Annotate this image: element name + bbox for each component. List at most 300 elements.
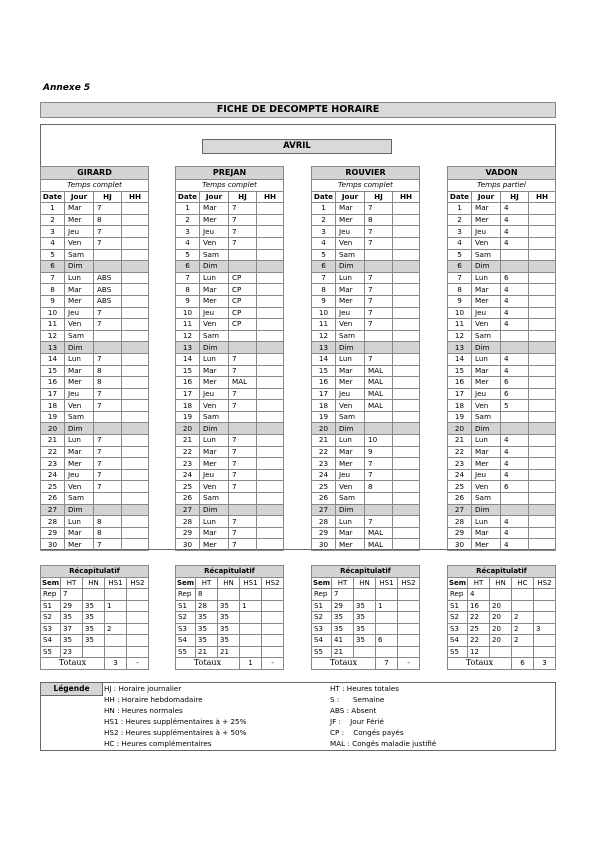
recap-totals-label: Totaux xyxy=(312,658,376,670)
day-row xyxy=(176,446,284,458)
date-cell: 5 xyxy=(448,249,472,261)
recap-row xyxy=(41,612,149,624)
day-row xyxy=(448,435,556,447)
day-cell: Dim xyxy=(65,342,94,354)
day-cell: Ven xyxy=(336,237,365,249)
day-cell: Mar xyxy=(472,284,501,296)
recap-cell xyxy=(83,646,105,658)
hh-cell xyxy=(257,423,284,435)
hj-cell xyxy=(94,342,122,354)
date-cell: 2 xyxy=(312,214,336,226)
day-row xyxy=(176,458,284,470)
recap-cell: 6 xyxy=(376,635,398,647)
legend-item: HN : Heures normales xyxy=(104,706,183,715)
hj-cell: 8 xyxy=(365,214,393,226)
recap-cell xyxy=(512,589,534,601)
recap-header: HN xyxy=(354,577,376,589)
day-cell: Mer xyxy=(472,539,501,551)
hh-cell xyxy=(257,214,284,226)
date-cell: 6 xyxy=(41,261,65,273)
hj-cell xyxy=(501,249,529,261)
date-cell: 21 xyxy=(176,435,200,447)
hj-cell xyxy=(229,411,257,423)
recap-row xyxy=(312,635,420,647)
day-cell: Lun xyxy=(472,353,501,365)
date-cell: 20 xyxy=(176,423,200,435)
recap-cell: S2 xyxy=(312,612,332,624)
date-cell: 29 xyxy=(448,527,472,539)
date-cell: 28 xyxy=(312,516,336,528)
hh-cell xyxy=(393,249,420,261)
day-row xyxy=(41,272,149,284)
recap-header: HN xyxy=(490,577,512,589)
day-row xyxy=(41,388,149,400)
recap-cell: 28 xyxy=(196,600,218,612)
date-cell: 1 xyxy=(41,203,65,215)
recap-cell xyxy=(534,589,556,601)
day-row xyxy=(312,411,420,423)
recap-title: Récapitulatif xyxy=(176,566,284,578)
day-row xyxy=(176,388,284,400)
hh-cell xyxy=(529,377,556,389)
date-cell: 2 xyxy=(176,214,200,226)
date-cell: 12 xyxy=(312,330,336,342)
hh-cell xyxy=(393,446,420,458)
date-cell: 3 xyxy=(176,226,200,238)
day-row xyxy=(312,446,420,458)
hj-cell: 7 xyxy=(365,307,393,319)
hh-cell xyxy=(529,388,556,400)
hh-cell xyxy=(122,330,149,342)
date-cell: 9 xyxy=(41,295,65,307)
day-cell: Jeu xyxy=(200,388,229,400)
hj-cell: 4 xyxy=(501,295,529,307)
day-row xyxy=(41,504,149,516)
recap-cell: 20 xyxy=(490,635,512,647)
hj-cell: MAL xyxy=(365,539,393,551)
date-cell: 1 xyxy=(448,203,472,215)
recap-row xyxy=(312,600,420,612)
legend-title: Légende xyxy=(40,682,103,696)
recap-cell: 35 xyxy=(196,623,218,635)
hh-cell xyxy=(529,423,556,435)
date-cell: 26 xyxy=(312,493,336,505)
date-cell: 29 xyxy=(176,527,200,539)
day-row xyxy=(41,377,149,389)
recap-cell: 20 xyxy=(490,612,512,624)
hh-cell xyxy=(122,377,149,389)
recap-cell xyxy=(354,589,376,601)
recap-cell: S4 xyxy=(41,635,61,647)
recap-cell: 1 xyxy=(376,600,398,612)
date-cell: 10 xyxy=(312,307,336,319)
recap-cell: S2 xyxy=(41,612,61,624)
date-cell: 15 xyxy=(41,365,65,377)
hh-cell xyxy=(122,284,149,296)
hj-cell: 7 xyxy=(94,353,122,365)
recap-row xyxy=(448,612,556,624)
hj-cell xyxy=(94,330,122,342)
day-cell: Mar xyxy=(472,203,501,215)
recap-cell xyxy=(376,623,398,635)
day-row xyxy=(448,493,556,505)
recap-cell xyxy=(398,589,420,601)
recap-cell: Rep xyxy=(176,589,196,601)
recap-row xyxy=(448,589,556,601)
day-row xyxy=(312,272,420,284)
day-row xyxy=(448,284,556,296)
day-row xyxy=(176,377,284,389)
hj-cell: 6 xyxy=(501,377,529,389)
hj-cell: CP xyxy=(229,295,257,307)
recap-row xyxy=(176,612,284,624)
recap-cell: S3 xyxy=(448,623,468,635)
hh-cell xyxy=(393,307,420,319)
recap-cell: 29 xyxy=(61,600,83,612)
column-header-hj: HJ xyxy=(501,191,529,203)
date-cell: 8 xyxy=(448,284,472,296)
hj-cell: 4 xyxy=(501,203,529,215)
hj-cell: 7 xyxy=(94,203,122,215)
recap-cell: 35 xyxy=(218,600,240,612)
date-cell: 13 xyxy=(176,342,200,354)
hh-cell xyxy=(529,446,556,458)
day-cell: Mer xyxy=(200,377,229,389)
recap-cell: 4 xyxy=(468,589,490,601)
column-header-hj: HJ xyxy=(365,191,393,203)
date-cell: 29 xyxy=(41,527,65,539)
recap-cell xyxy=(376,589,398,601)
hh-cell xyxy=(393,516,420,528)
day-cell: Mar xyxy=(65,527,94,539)
hh-cell xyxy=(257,226,284,238)
recap-header: HS1 xyxy=(240,577,262,589)
recap-totals-label: Totaux xyxy=(176,658,240,670)
recap-total-value: 7 xyxy=(376,658,398,670)
hh-cell xyxy=(393,435,420,447)
day-row xyxy=(41,284,149,296)
day-cell: Mer xyxy=(200,214,229,226)
day-cell: Lun xyxy=(200,353,229,365)
annex-label: Annexe 5 xyxy=(43,83,91,93)
day-row xyxy=(312,249,420,261)
hh-cell xyxy=(393,272,420,284)
date-cell: 30 xyxy=(448,539,472,551)
recap-row xyxy=(312,646,420,658)
day-row xyxy=(312,342,420,354)
recap-cell: 29 xyxy=(332,600,354,612)
hh-cell xyxy=(122,539,149,551)
hj-cell: 7 xyxy=(229,214,257,226)
recap-header: Sem xyxy=(448,578,467,587)
hj-cell: 8 xyxy=(94,527,122,539)
day-row xyxy=(448,423,556,435)
day-cell: Mer xyxy=(336,458,365,470)
day-cell: Mer xyxy=(200,539,229,551)
hj-cell: 4 xyxy=(501,319,529,331)
hh-cell xyxy=(257,388,284,400)
day-cell: Mer xyxy=(200,458,229,470)
recap-cell: 23 xyxy=(61,646,83,658)
day-cell: Mar xyxy=(65,365,94,377)
day-row xyxy=(41,342,149,354)
date-cell: 11 xyxy=(448,319,472,331)
recap-header: HS2 xyxy=(127,577,149,589)
hj-cell: 7 xyxy=(365,353,393,365)
hh-cell xyxy=(122,446,149,458)
day-row xyxy=(41,458,149,470)
employee-name: PREJAN xyxy=(176,167,284,180)
day-cell: Sam xyxy=(65,493,94,505)
day-cell: Lun xyxy=(472,516,501,528)
recap-cell: 12 xyxy=(468,646,490,658)
day-cell: Dim xyxy=(472,423,501,435)
hh-cell xyxy=(529,226,556,238)
day-cell: Dim xyxy=(200,342,229,354)
day-row xyxy=(448,307,556,319)
day-row xyxy=(41,423,149,435)
day-cell: Sam xyxy=(472,411,501,423)
day-row xyxy=(312,284,420,296)
day-cell: Sam xyxy=(472,493,501,505)
recap-cell xyxy=(240,623,262,635)
recap-total-value: 6 xyxy=(512,658,534,670)
recap-cell: S5 xyxy=(176,646,196,658)
day-row xyxy=(312,226,420,238)
recap-cell: S4 xyxy=(176,635,196,647)
day-cell: Dim xyxy=(472,342,501,354)
day-row xyxy=(448,319,556,331)
recap-cell xyxy=(105,589,127,601)
date-cell: 17 xyxy=(176,388,200,400)
day-cell: Mer xyxy=(65,214,94,226)
employee-table xyxy=(311,166,420,551)
day-cell: Ven xyxy=(336,400,365,412)
hh-cell xyxy=(529,527,556,539)
hj-cell xyxy=(501,423,529,435)
date-cell: 23 xyxy=(176,458,200,470)
day-cell: Mer xyxy=(65,377,94,389)
hh-cell xyxy=(393,411,420,423)
date-cell: 30 xyxy=(312,539,336,551)
column-header-date: Date xyxy=(448,191,472,203)
day-cell: Mer xyxy=(200,295,229,307)
recap-cell: 3 xyxy=(534,623,556,635)
recap-cell: 35 xyxy=(83,635,105,647)
recap-cell xyxy=(240,635,262,647)
hj-cell: 4 xyxy=(501,307,529,319)
day-cell: Sam xyxy=(472,330,501,342)
hh-cell xyxy=(122,353,149,365)
column-header-jour: Jour xyxy=(200,191,229,203)
day-cell: Mar xyxy=(336,527,365,539)
recap-cell: 35 xyxy=(354,635,376,647)
recap-cell xyxy=(105,646,127,658)
hh-cell xyxy=(529,272,556,284)
day-row xyxy=(176,411,284,423)
recap-cell xyxy=(262,646,284,658)
recap-cell: 20 xyxy=(490,600,512,612)
day-cell: Ven xyxy=(200,481,229,493)
day-row xyxy=(312,481,420,493)
date-cell: 5 xyxy=(176,249,200,261)
hh-cell xyxy=(257,319,284,331)
hj-cell xyxy=(229,423,257,435)
hh-cell xyxy=(257,203,284,215)
day-row xyxy=(448,261,556,273)
recap-header: HC xyxy=(512,577,534,589)
hh-cell xyxy=(122,261,149,273)
date-cell: 3 xyxy=(312,226,336,238)
date-cell: 18 xyxy=(176,400,200,412)
hj-cell: 7 xyxy=(229,539,257,551)
day-cell: Sam xyxy=(336,411,365,423)
day-row xyxy=(41,261,149,273)
recap-cell xyxy=(127,635,149,647)
column-header-hh: HH xyxy=(393,191,420,203)
day-cell: Ven xyxy=(65,400,94,412)
date-cell: 7 xyxy=(176,272,200,284)
hh-cell xyxy=(393,203,420,215)
date-cell: 21 xyxy=(41,435,65,447)
date-cell: 25 xyxy=(312,481,336,493)
recap-cell: S1 xyxy=(176,600,196,612)
hj-cell: 7 xyxy=(229,388,257,400)
hh-cell xyxy=(529,400,556,412)
day-cell: Ven xyxy=(65,481,94,493)
day-cell: Lun xyxy=(200,272,229,284)
day-cell: Ven xyxy=(200,400,229,412)
recap-cell xyxy=(262,635,284,647)
recap-row xyxy=(448,646,556,658)
day-row xyxy=(448,458,556,470)
hj-cell xyxy=(365,261,393,273)
day-row xyxy=(448,342,556,354)
hj-cell: 7 xyxy=(229,527,257,539)
recap-cell: 2 xyxy=(512,635,534,647)
date-cell: 13 xyxy=(41,342,65,354)
hj-cell: ABS xyxy=(94,284,122,296)
day-cell: Dim xyxy=(336,261,365,273)
recap-header: HS2 xyxy=(262,577,284,589)
recap-cell: 41 xyxy=(332,635,354,647)
day-row xyxy=(41,226,149,238)
column-header-date: Date xyxy=(176,191,200,203)
hh-cell xyxy=(529,295,556,307)
recap-cell xyxy=(240,646,262,658)
day-cell: Sam xyxy=(336,330,365,342)
hj-cell xyxy=(365,342,393,354)
day-row xyxy=(312,261,420,273)
hh-cell xyxy=(529,342,556,354)
day-row xyxy=(176,261,284,273)
recap-title: Récapitulatif xyxy=(448,566,556,578)
hj-cell: 4 xyxy=(501,237,529,249)
hj-cell xyxy=(501,261,529,273)
hh-cell xyxy=(257,284,284,296)
hh-cell xyxy=(257,377,284,389)
date-cell: 2 xyxy=(41,214,65,226)
day-row xyxy=(448,539,556,551)
day-cell: Mer xyxy=(472,458,501,470)
recap-cell: 35 xyxy=(83,600,105,612)
hh-cell xyxy=(529,504,556,516)
recap-cell xyxy=(127,612,149,624)
date-cell: 8 xyxy=(176,284,200,296)
date-cell: 14 xyxy=(41,353,65,365)
date-cell: 28 xyxy=(448,516,472,528)
date-cell: 26 xyxy=(176,493,200,505)
date-cell: 27 xyxy=(41,504,65,516)
hh-cell xyxy=(529,307,556,319)
day-row xyxy=(448,214,556,226)
hh-cell xyxy=(257,342,284,354)
day-row xyxy=(176,307,284,319)
recap-cell xyxy=(218,589,240,601)
date-cell: 26 xyxy=(41,493,65,505)
day-row xyxy=(41,411,149,423)
day-row xyxy=(312,377,420,389)
hj-cell: 7 xyxy=(94,481,122,493)
day-row xyxy=(448,330,556,342)
recap-cell xyxy=(512,646,534,658)
hj-cell: MAL xyxy=(365,388,393,400)
hh-cell xyxy=(529,435,556,447)
hj-cell: 8 xyxy=(94,516,122,528)
day-row xyxy=(312,353,420,365)
day-row xyxy=(448,481,556,493)
hh-cell xyxy=(122,307,149,319)
recap-cell: 8 xyxy=(196,589,218,601)
date-cell: 9 xyxy=(448,295,472,307)
legend-item: HS1 : Heures supplémentaires à + 25% xyxy=(104,717,247,726)
date-cell: 14 xyxy=(448,353,472,365)
date-cell: 25 xyxy=(41,481,65,493)
recap-cell: 35 xyxy=(61,635,83,647)
recap-row xyxy=(448,635,556,647)
recap-cell xyxy=(127,600,149,612)
day-row xyxy=(176,249,284,261)
day-cell: Sam xyxy=(336,249,365,261)
recap-row xyxy=(41,646,149,658)
date-cell: 13 xyxy=(448,342,472,354)
day-row xyxy=(448,504,556,516)
recap-header: Sem xyxy=(41,578,60,587)
date-cell: 24 xyxy=(176,469,200,481)
hh-cell xyxy=(393,423,420,435)
day-cell: Lun xyxy=(336,272,365,284)
hj-cell: 7 xyxy=(229,203,257,215)
hh-cell xyxy=(257,435,284,447)
recap-cell: S4 xyxy=(312,635,332,647)
hj-cell: 7 xyxy=(365,319,393,331)
day-row xyxy=(41,516,149,528)
hh-cell xyxy=(393,527,420,539)
hh-cell xyxy=(122,469,149,481)
date-cell: 27 xyxy=(312,504,336,516)
day-cell: Jeu xyxy=(472,469,501,481)
hj-cell: 7 xyxy=(365,516,393,528)
day-cell: Sam xyxy=(200,330,229,342)
hj-cell: 4 xyxy=(501,469,529,481)
recap-total-value: - xyxy=(398,658,420,670)
hj-cell: 7 xyxy=(94,458,122,470)
day-row xyxy=(176,527,284,539)
date-cell: 23 xyxy=(312,458,336,470)
day-row xyxy=(176,272,284,284)
recap-cell: 2 xyxy=(105,623,127,635)
recap-cell: 21 xyxy=(196,646,218,658)
